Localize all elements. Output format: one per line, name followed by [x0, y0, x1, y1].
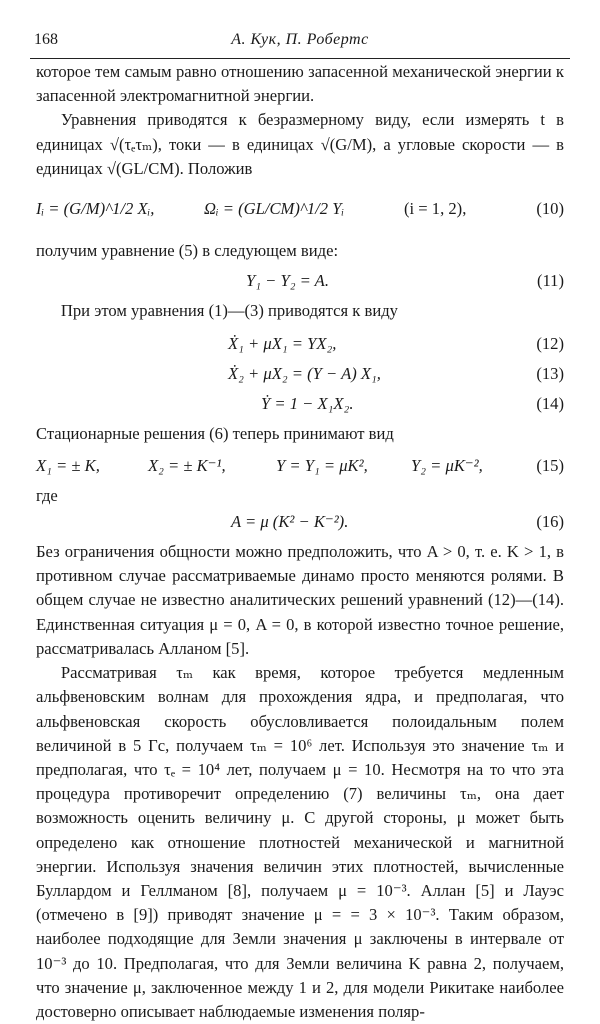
- equation-11: [36, 269, 564, 293]
- equation-12-number: (12): [536, 333, 564, 353]
- equation-14-number: (14): [536, 393, 564, 413]
- equation-15-number: (15): [536, 455, 564, 475]
- equation-11-number: (11): [536, 271, 564, 291]
- equation-10-mid: Ωᵢ = (GL/CM)^1/2 Yᵢ: [204, 199, 345, 219]
- equation-15-d: Y₂ = μK⁻²,: [411, 455, 483, 475]
- equation-10-number: (10): [536, 199, 564, 219]
- equation-12: [36, 332, 564, 356]
- equation-16-expr: A = μ (K² − K⁻²).: [231, 511, 349, 531]
- paragraph: При этом уравнения (1)—(3) приводятся к виду: [60, 301, 398, 321]
- equation-13-number: (13): [536, 363, 564, 383]
- paragraph: Стационарные решения (6) теперь принимают вид: [36, 423, 394, 443]
- equation-14: [36, 392, 564, 416]
- equation-15-c: Y = Y₁ = μK²,: [276, 455, 368, 475]
- equation-10-condition: (i = 1, 2),: [404, 199, 467, 219]
- equation-15: [36, 454, 564, 478]
- equation-16: [36, 510, 564, 534]
- equation-11-expr: Y₁ − Y₂ = A.: [246, 271, 329, 291]
- equation-15-a: X₁ = ± K,: [36, 455, 100, 475]
- paragraph: получим уравнение (5) в следующем виде:: [36, 241, 339, 261]
- paragraph: Без ограничения общности можно предположить, что A > 0, т. е. K > 1, в противном случае рассматриваемые динамо просто меняются ролями. В общем случае не известно аналитических решений уравнений (12)—(14). Единственная ситуация μ = 0, A = 0, в которой известно точное решение, рассматривалась Алланом [5].: [36, 541, 564, 658]
- equation-10-left: Iᵢ = (G/M)^1/2 Xᵢ,: [36, 199, 155, 219]
- equation-13: [36, 362, 564, 386]
- running-title: А. Кук, П. Робертс: [231, 31, 369, 48]
- paragraph: Уравнения приводятся к безразмерному виду, если измерять t в единицах √(τₑτₘ), токи — в единицах √(G/M), а угловые скорости — в единицах √(GL/CM). Положив: [36, 110, 564, 178]
- page-header: [30, 18, 570, 59]
- text-body: [36, 60, 564, 1024]
- equation-14-expr: Ẏ = 1 − X₁X₂.: [261, 393, 354, 413]
- equation-10: [36, 187, 564, 233]
- equation-12-expr: Ẋ₁ + μX₁ = YX₂,: [228, 333, 337, 353]
- equation-15-b: X₂ = ± K⁻¹,: [148, 455, 226, 475]
- paragraph: Рассматривая τₘ как время, которое требуется медленным альфвеновским волнам для прохождения ядра, и предполагая, что альфвеновская скорость обусловливается полоидальным полем величиной в 5 Гс, получаем τₘ = 10⁶ лет. Используя это значение τₘ и предполагая, что τₑ = 10⁴ лет, получаем μ = 10. Несмотря на то что эта процедура противоречит определению (7) величины τₘ, она дает возможность оценить величину μ. С другой стороны, μ может быть определено как отношение плотностей механической и магнитной энергии. Используя значения величин этих плотностей, вычисленные Буллардом и Геллманом [8], получаем μ = 10⁻³. Аллан [5] и Лауэс (отмечено в [9]) приводят значение μ = = 3 × 10⁻³. Таким образом, наиболее подходящие для Земли значения μ заключены в интервале от 10⁻³ до 10. Предполагая, что для Земли величина K равна 2, получаем, что значение μ, заключенное между 1 и 2, для модели Рикитаке наиболее достоверно описывает наблюдаемые изменения поляр-: [36, 663, 564, 1022]
- paragraph: где: [36, 485, 58, 505]
- equation-16-number: (16): [536, 511, 564, 531]
- equation-13-expr: Ẋ₂ + μX₂ = (Y − A) X₁,: [228, 363, 381, 383]
- page-number: 168: [34, 31, 58, 48]
- paragraph: которое тем самым равно отношению запасенной механической энергии к запасенной электромагнитной энергии.: [36, 62, 564, 106]
